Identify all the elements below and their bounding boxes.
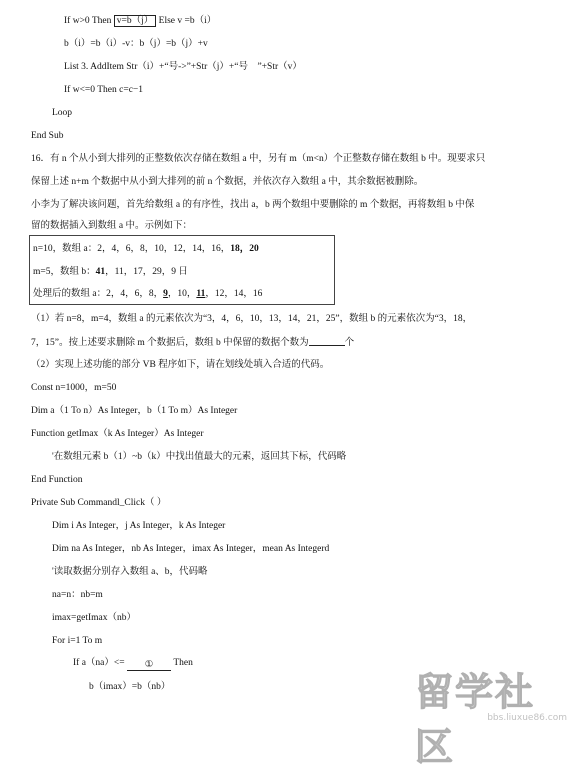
- code-for-loop: For i=1 To m: [52, 636, 103, 646]
- example-row-array-a: [33, 243, 259, 255]
- code-na-nb-assign: na=n：nb=m: [52, 590, 103, 600]
- code-text: If a（na）<=: [73, 658, 125, 668]
- code-blank-1[interactable]: [127, 659, 171, 671]
- code-line-end-sub: End Sub: [31, 131, 64, 141]
- watermark-url: bbs.liuxue86.com: [487, 713, 567, 723]
- code-read-comment: '读取数据分别存入数组 a、b，代码略: [52, 567, 208, 577]
- code-b-imax-assign: b（imax）=b（nb）: [89, 682, 171, 692]
- question-text: 个: [344, 338, 355, 348]
- code-dim-na-nb: Dim na As Integer，nb As Integer，imax As Integer，mean As Integerd: [52, 544, 330, 554]
- code-function-header: Function getImax（k As Integer）As Integer: [31, 429, 204, 439]
- watermark-title: 留学社区: [415, 670, 536, 769]
- example-text: n=10，数组 a：2，4，6，8，10，12，14，16，: [33, 244, 231, 254]
- blank-number: ①: [144, 660, 154, 670]
- subquestion-1-line-2: [31, 336, 354, 349]
- question-16-line-2: 保留上述 n+m 个数据中从小到大排列的前 n 个数据，并依次存入数组 a 中，其余数据被删除。: [31, 177, 424, 187]
- code-line-additem: List 3. AddItem Str（i）+“号->”+Str（j）+“号 ”+Str（v）: [64, 62, 302, 72]
- question-text: 7，15”。按上述要求删除 m 个数据后，数组 b 中保留的数据个数为: [31, 338, 309, 348]
- code-text: Then: [173, 658, 193, 668]
- example-row-result: [33, 288, 262, 300]
- code-end-function: End Function: [31, 475, 83, 485]
- code-text: Else v =b（i）: [156, 16, 217, 26]
- example-bold-value: 41: [95, 267, 106, 277]
- code-line-if-w-positive: [64, 15, 216, 27]
- subquestion-1-line-1: （1）若 n=8，m=4，数组 a 的元素依次为“3，4，6，10，13，14，21，25”，数组 b 的元素依次为“3，18，: [31, 314, 473, 324]
- answer-blank[interactable]: [309, 336, 345, 346]
- example-text: 处理后的数组 a：2，4，6，8，: [33, 289, 164, 299]
- question-16-line-3: 小李为了解决该问题，首先给数组 a 的有序性，找出 a，b 两个数组中要删除的 m 个数据，再将数组 b 中保: [31, 200, 475, 210]
- code-sub-header: Private Sub Commandl_Click（ ）: [31, 498, 167, 508]
- code-dim-ijk: Dim i As Integer，j As Integer，k As Integer: [52, 521, 226, 531]
- code-if-compare: [73, 657, 193, 671]
- code-line-if-w-nonpositive: If w<=0 Then c=c−1: [64, 85, 144, 95]
- code-line-swap: b（i）=b（i）-v：b（j）=b（j）+v: [64, 39, 208, 49]
- example-text: ，10，: [167, 289, 197, 299]
- example-row-array-b: [33, 266, 188, 278]
- example-text: ，11，17，29，9 日: [105, 267, 188, 277]
- subquestion-2: （2）实现上述功能的部分 VB 程序如下，请在划线处填入合适的代码。: [31, 360, 330, 370]
- code-text: If w>0 Then: [64, 16, 114, 26]
- example-inserted-value: 11: [196, 289, 206, 299]
- example-text: ，12，14，16: [205, 289, 263, 299]
- watermark-logo: [415, 661, 575, 769]
- code-function-comment: '在数组元素 b（1）~b（k）中找出值最大的元素，返回其下标，代码略: [52, 452, 347, 462]
- question-16-line-4: 留的数据插入到数组 a 中。示例如下：: [31, 221, 192, 231]
- code-imax-assign: imax=getImax（nb）: [52, 613, 136, 623]
- example-inserted-value: 9: [163, 289, 168, 299]
- example-bold-values: 18，20: [230, 244, 259, 254]
- example-text: m=5，数组 b：: [33, 267, 96, 277]
- code-dim-arrays: Dim a（1 To n）As Integer，b（1 To m）As Integer: [31, 406, 238, 416]
- code-const: Const n=1000，m=50: [31, 383, 117, 393]
- code-line-loop: Loop: [52, 108, 73, 118]
- boxed-code-fragment: v=b（j）: [114, 15, 157, 27]
- question-16-line-1: 16．有 n 个从小到大排列的正整数依次存储在数组 a 中，另有 m（m<n）个正整数存储在数组 b 中。现要求只: [31, 154, 486, 164]
